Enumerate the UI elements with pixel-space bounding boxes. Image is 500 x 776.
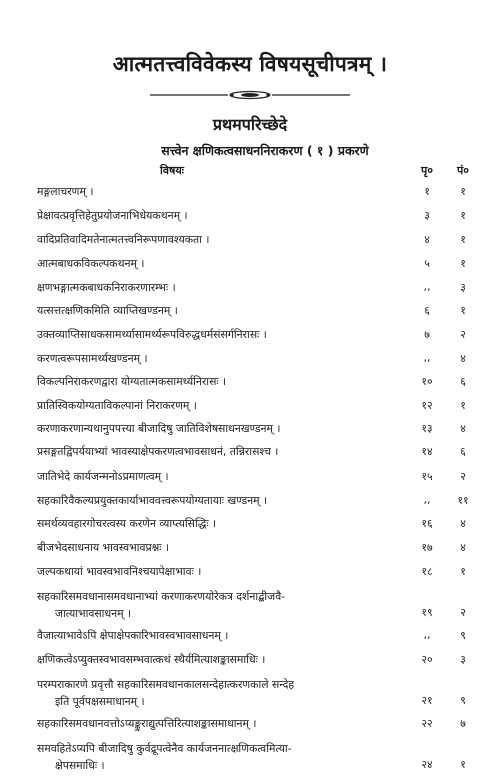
entry-title-text: वैजात्याभावेऽपि क्षेपाक्षेपकारिभावस्वभावसाधनम् ।	[37, 629, 229, 642]
table-row	[0, 280, 500, 302]
entry-line-number: ११	[457, 494, 469, 507]
entry-title	[37, 184, 407, 199]
entry-line-number: ९	[460, 694, 466, 707]
table-row	[0, 208, 500, 230]
entry-page-number: १५	[421, 470, 433, 483]
entry-line-number: ४	[460, 422, 466, 435]
entry-page-number: ,,	[423, 628, 431, 641]
table-row	[0, 676, 500, 712]
entry-page-number: १९	[421, 606, 433, 619]
entry-line-number: १	[460, 304, 466, 317]
entry-page-number: १३	[421, 422, 433, 435]
entry-title	[37, 256, 407, 271]
entry-line-number: ६	[460, 445, 466, 458]
entry-page-number: ,,	[423, 493, 431, 506]
entry-page-number: १६	[421, 517, 433, 530]
entry-title	[37, 540, 407, 555]
column-header-subject: विषयः	[160, 164, 184, 177]
entry-title	[37, 588, 409, 622]
entry-title-text: विकल्पनिराकरणद्वारा योग्यतात्मकसामर्थ्यनिरासः ।	[37, 375, 227, 388]
table-row	[0, 374, 500, 396]
table-row	[0, 351, 500, 373]
entry-line-number: ६	[460, 375, 466, 388]
entry-page-number: १२	[421, 399, 433, 412]
entry-line-number: २	[460, 470, 466, 483]
table-row	[0, 740, 500, 776]
table-row	[0, 540, 500, 562]
entry-title	[37, 516, 407, 531]
entry-page-number: १७	[421, 541, 433, 554]
entry-line-number: १	[460, 257, 466, 270]
table-row	[0, 716, 500, 738]
entry-title	[37, 444, 407, 459]
entry-title-text: सहकारिवैकल्यप्रयुक्तकार्याभाववत्त्वरूपयोग्यतायाः खण्डनम् ।	[37, 494, 268, 507]
entry-title	[37, 564, 407, 579]
entry-title	[37, 421, 407, 436]
entry-line-number: ३	[460, 653, 466, 666]
entry-title	[37, 716, 407, 731]
entry-line-number: ४	[460, 541, 466, 554]
entry-title	[37, 740, 409, 774]
entry-line-number: १	[460, 565, 466, 578]
entry-page-number: ,,	[423, 351, 431, 364]
entry-title-text: क्षणभङ्गात्मकबाधकनिराकरणारम्भः ।	[37, 281, 176, 294]
entry-title	[37, 398, 407, 413]
table-row	[0, 469, 500, 491]
entry-page-number: २४	[421, 758, 433, 771]
entry-title	[37, 327, 407, 342]
table-row	[0, 421, 500, 443]
entry-title-text: आत्मबाधकविकल्पकथनम् ।	[37, 257, 145, 270]
entry-title-text: करणाकरणान्यथानुपपत्त्या बीजादिषु जातिविशेषसाधनखण्डनम् ।	[37, 422, 281, 435]
table-row	[0, 564, 500, 586]
entry-line-number: १	[460, 185, 466, 198]
section-heading: सत्त्वेन क्षणिकत्वसाधननिराकरण ( १ ) प्रकरणे	[161, 143, 369, 158]
entry-line-number: १	[460, 209, 466, 222]
entry-title-text: करणत्वरूपसामर्थ्यखण्डनम् ।	[37, 352, 148, 365]
table-row	[0, 327, 500, 349]
entry-page-number: ५	[424, 257, 430, 270]
entry-title-text: प्रसङ्गतद्विपर्ययाभ्यां भावस्याक्षेपकरणत्वभावसाधनं, तन्निरासश्च ।	[37, 445, 279, 458]
entry-line-number: ४	[460, 352, 466, 365]
entry-title-text: परम्पराकारणे प्रवृत्तौ सहकारिसमवधानकालसन्देहात्करणकाले सन्देह	[37, 678, 295, 691]
entry-line-number: ९	[460, 629, 466, 642]
entry-title-text: जल्पकथायां भावस्वभावनिश्चयापेक्षाभावः ।	[37, 565, 202, 578]
column-header-page: पृ०	[421, 164, 433, 177]
table-row	[0, 303, 500, 325]
table-row	[0, 516, 500, 538]
table-row	[0, 652, 500, 674]
entry-line-number: १	[460, 233, 466, 246]
entry-line-number: २	[460, 606, 466, 619]
entry-title	[37, 652, 407, 667]
table-row	[0, 588, 500, 624]
entry-page-number: २०	[421, 653, 433, 666]
entry-page-number: २२	[421, 717, 433, 730]
entry-title	[37, 676, 409, 710]
entry-page-number: १४	[421, 445, 433, 458]
entry-line-number: १	[460, 758, 466, 771]
entry-title-continuation: जात्याभावसाधनम् ।	[55, 607, 132, 620]
entry-title	[37, 280, 407, 295]
table-row	[0, 232, 500, 254]
entry-title	[37, 493, 407, 508]
entry-title	[37, 374, 407, 389]
entry-title-text: सहकारिसमवधानासमवधानाभ्यां करणाकरणयोरेकत्र दर्शनाद्बीजवै-	[37, 590, 286, 603]
entry-title-continuation: इति पूर्वपक्षसमाधानम् ।	[55, 695, 145, 708]
entry-page-number: ,,	[423, 280, 431, 293]
entry-title-text: प्रेक्षावत्प्रवृत्तिहेतुप्रयोजनाभिधेयकथनम् ।	[37, 209, 188, 222]
chapter-heading: प्रथमपरिच्छेदे	[212, 115, 288, 134]
entry-title	[37, 628, 407, 643]
entry-title-text: उक्तव्याप्तिसाधकसामर्थ्यासामर्थ्यरूपविरुद्धधर्मसंसर्गनिरासः ।	[37, 328, 267, 341]
entry-title-text: वादिप्रतिवादिमतेनात्मतत्त्वनिरूपणावश्यकता ।	[37, 233, 210, 246]
entry-page-number: १०	[421, 375, 433, 388]
entry-title	[37, 303, 407, 318]
entry-page-number: ७	[424, 328, 430, 341]
entry-line-number: २	[460, 328, 466, 341]
entry-page-number: १	[424, 185, 430, 198]
page-title: आत्मतत्त्वविवेकस्य विषयसूचीपत्रम् ।	[112, 52, 388, 76]
entry-title-text: समवहितेऽप्यपि बीजादिषु कुर्वद्रूपत्वेनैव कार्यजननात्क्षणिकत्वमित्या-	[37, 742, 292, 755]
entry-title-text: मङ्गलाचरणम् ।	[37, 185, 94, 198]
entry-page-number: २१	[421, 694, 433, 707]
column-header-line: पं०	[457, 164, 469, 177]
entry-title-text: जातिभेदे कार्यजन्मनोऽप्रमाणत्वम् ।	[37, 470, 169, 483]
entry-page-number: ४	[424, 233, 430, 246]
entry-title-text: प्रातिस्विकयोग्यताविकल्पानां निराकरणम् ।	[37, 399, 197, 412]
table-row	[0, 184, 500, 206]
entry-title-continuation: क्षेपसमाधिः ।	[55, 759, 105, 772]
table-row	[0, 444, 500, 466]
entry-page-number: ३	[424, 209, 430, 222]
entry-title-text: सहकारिसमवधानवत्तोऽप्यङ्कुराद्युत्पत्तिरित्याशङ्कासमाधानम् ।	[37, 717, 257, 730]
table-row	[0, 493, 500, 515]
entry-title	[37, 469, 407, 484]
entry-title-text: क्षणिकत्वेऽप्युक्तस्वभावसम्भवात्कथं स्थैर्यमित्याशङ्कासमाधिः ।	[37, 653, 266, 666]
entry-line-number: ७	[460, 717, 466, 730]
entry-line-number: ३	[460, 281, 466, 294]
entry-title	[37, 208, 407, 223]
entry-title-text: बीजभेदसाधनाय भावस्वभावप्रश्नः ।	[37, 541, 169, 554]
entry-page-number: १८	[421, 565, 433, 578]
entry-title	[37, 351, 407, 366]
entry-title	[37, 232, 407, 247]
entry-title-text: यत्सत्तत्क्षणिकमिति व्याप्तिखण्डनम् ।	[37, 304, 178, 317]
entry-page-number: ६	[424, 304, 430, 317]
entry-line-number: १	[460, 399, 466, 412]
table-row	[0, 256, 500, 278]
entry-line-number: ४	[460, 517, 466, 530]
entry-title-text: समर्थव्यवहारगोचरत्वस्य करणेन व्याप्त्यसिद्धिः ।	[37, 517, 217, 530]
table-row	[0, 628, 500, 650]
table-row	[0, 398, 500, 420]
